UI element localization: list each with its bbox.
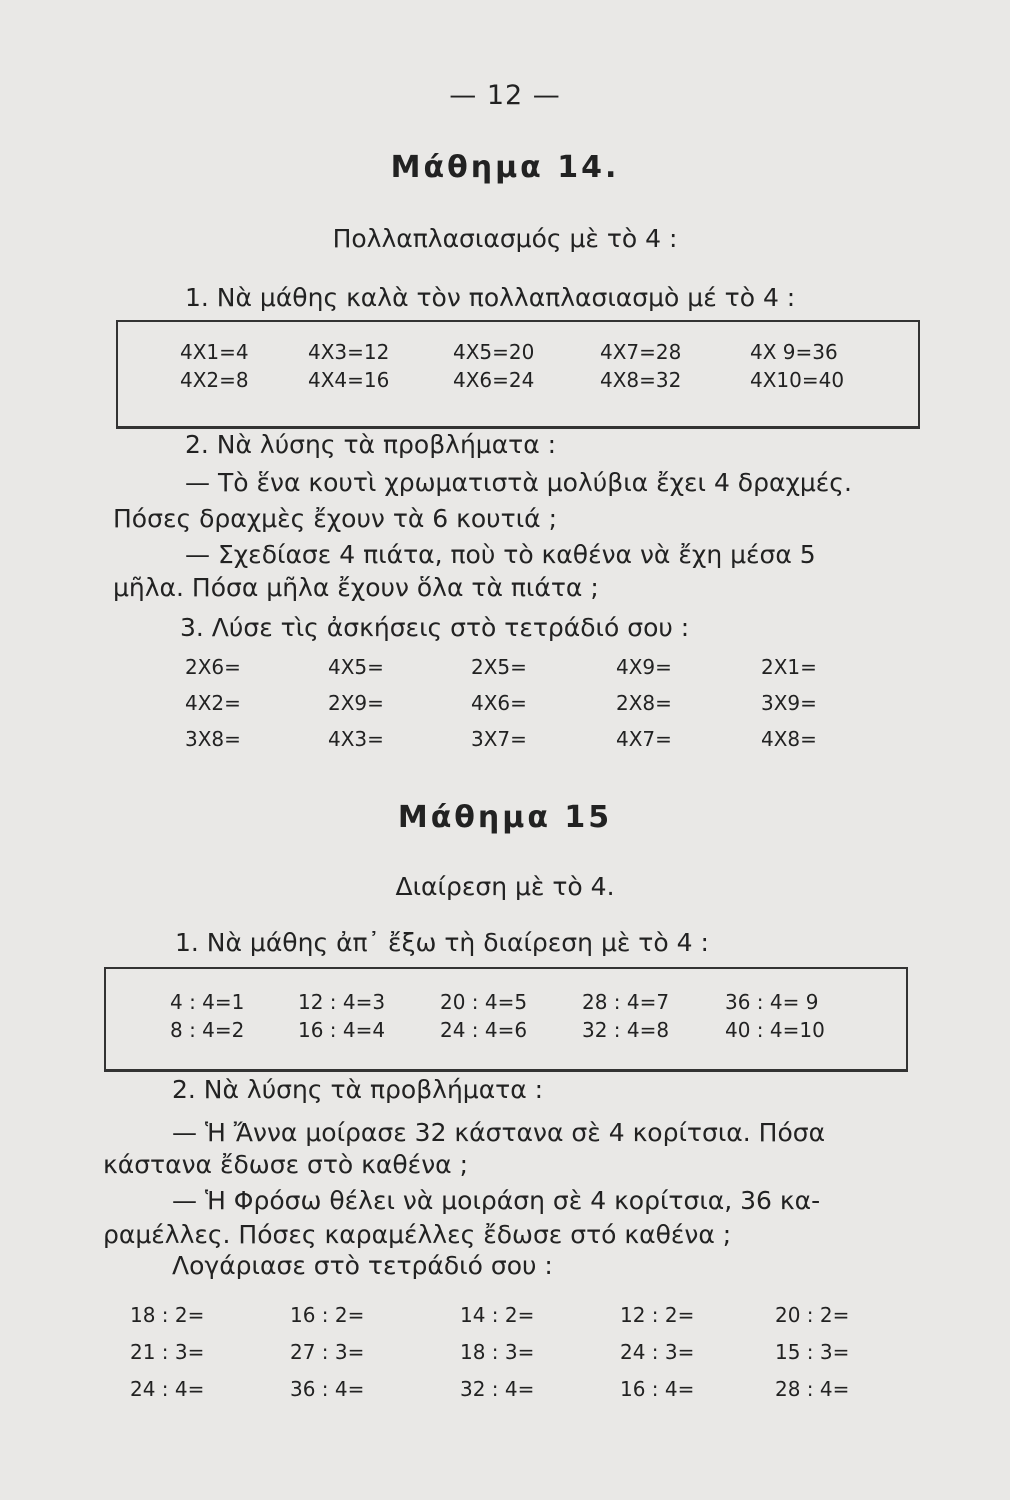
lesson-14-exercises xyxy=(185,655,871,751)
exercise: 24 : 4= xyxy=(130,1377,205,1401)
lesson-15-problem-2a: — Ἡ Φρόσω θέλει νὰ μοιράση σὲ 4 κορίτσια, 36 κα- xyxy=(172,1186,821,1215)
table-cell: 4X5=20 xyxy=(453,340,535,364)
lesson-15-subtitle: Διαίρεση μὲ τὸ 4. xyxy=(395,872,615,901)
exercise: 21 : 3= xyxy=(130,1340,205,1364)
table-cell: 4X3=12 xyxy=(308,340,390,364)
exercise: 4X3= xyxy=(328,727,384,751)
table-cell: 4X6=24 xyxy=(453,368,535,392)
exercise: 18 : 3= xyxy=(460,1340,535,1364)
exercise: 4X8= xyxy=(761,727,817,751)
lesson-15-problem-2b: ραμέλλες. Πόσες καραμέλλες ἔδωσε στό καθένα ; xyxy=(103,1220,732,1249)
exercise: 14 : 2= xyxy=(460,1303,535,1327)
table-cell: 4X7=28 xyxy=(600,340,682,364)
table-cell: 12 : 4=3 xyxy=(298,990,386,1014)
table-cell: 4X4=16 xyxy=(308,368,390,392)
lesson-14-item-1: 1. Νὰ μάθης καλὰ τὸν πολλαπλασιασμὸ μέ τὸ 4 : xyxy=(185,283,796,312)
exercise: 2X5= xyxy=(471,655,527,679)
table-cell: 32 : 4=8 xyxy=(582,1018,670,1042)
exercise: 24 : 3= xyxy=(620,1340,695,1364)
table-cell: 40 : 4=10 xyxy=(725,1018,825,1042)
exercise: 12 : 2= xyxy=(620,1303,695,1327)
table-cell: 4X10=40 xyxy=(750,368,845,392)
table-cell: 4X1=4 xyxy=(180,340,249,364)
table-cell: 8 : 4=2 xyxy=(170,1018,245,1042)
multiplication-table xyxy=(180,340,880,392)
exercise: 2X6= xyxy=(185,655,241,679)
lesson-14-problem-2b: μῆλα. Πόσα μῆλα ἔχουν ὅλα τὰ πιάτα ; xyxy=(113,573,599,602)
exercise: 2X1= xyxy=(761,655,817,679)
table-cell: 28 : 4=7 xyxy=(582,990,670,1014)
lesson-14-item-3: 3. Λύσε τὶς ἀσκήσεις στὸ τετράδιό σου : xyxy=(180,613,690,642)
table-cell: 16 : 4=4 xyxy=(298,1018,386,1042)
exercise: 28 : 4= xyxy=(775,1377,850,1401)
lesson-15-title: Μάθημα 15 xyxy=(397,800,613,835)
exercise: 3X9= xyxy=(761,691,817,715)
lesson-14-problem-2a: — Σχεδίασε 4 πιάτα, ποὺ τὸ καθένα νὰ ἔχη μέσα 5 xyxy=(185,540,816,569)
exercise: 4X2= xyxy=(185,691,241,715)
table-cell: 4X8=32 xyxy=(600,368,682,392)
exercise: 16 : 2= xyxy=(290,1303,365,1327)
lesson-14-title: Μάθημα 14. xyxy=(390,150,620,185)
exercise: 27 : 3= xyxy=(290,1340,365,1364)
table-cell: 24 : 4=6 xyxy=(440,1018,528,1042)
exercise: 32 : 4= xyxy=(460,1377,535,1401)
exercise: 36 : 4= xyxy=(290,1377,365,1401)
page-number: — 12 — xyxy=(449,80,561,111)
table-cell: 36 : 4= 9 xyxy=(725,990,819,1014)
table-cell: 4 : 4=1 xyxy=(170,990,245,1014)
lesson-15-exercises xyxy=(130,1303,885,1401)
exercise: 4X6= xyxy=(471,691,527,715)
lesson-15-problem-1a: — Ἡ Ἄννα μοίρασε 32 κάστανα σὲ 4 κορίτσια. Πόσα xyxy=(172,1118,826,1147)
exercise: 4X5= xyxy=(328,655,384,679)
lesson-14-problem-1b: Πόσες δραχμὲς ἔχουν τὰ 6 κουτιά ; xyxy=(113,504,558,533)
table-cell: 4X2=8 xyxy=(180,368,249,392)
exercise: 4X7= xyxy=(616,727,672,751)
lesson-15-problem-1b: κάστανα ἔδωσε στὸ καθένα ; xyxy=(103,1150,469,1179)
exercise: 16 : 4= xyxy=(620,1377,695,1401)
exercise: 3X8= xyxy=(185,727,241,751)
lesson-15-item-3: Λογάριασε στὸ τετράδιό σου : xyxy=(172,1251,553,1280)
table-cell: 20 : 4=5 xyxy=(440,990,528,1014)
exercise: 20 : 2= xyxy=(775,1303,850,1327)
lesson-15-item-1: 1. Νὰ μάθης ἀπ᾽ ἔξω τὴ διαίρεση μὲ τὸ 4 : xyxy=(175,928,709,957)
exercise: 4X9= xyxy=(616,655,672,679)
exercise: 18 : 2= xyxy=(130,1303,205,1327)
exercise: 2X8= xyxy=(616,691,672,715)
lesson-15-item-2: 2. Νὰ λύσης τὰ προβλήματα : xyxy=(172,1075,544,1104)
lesson-14-item-2: 2. Νὰ λύσης τὰ προβλήματα : xyxy=(185,430,557,459)
lesson-14-subtitle: Πολλαπλασιασμός μὲ τὸ 4 : xyxy=(332,224,678,253)
table-cell: 4X 9=36 xyxy=(750,340,838,364)
exercise: 2X9= xyxy=(328,691,384,715)
lesson-14-problem-1a: — Τὸ ἕνα κουτὶ χρωματιστὰ μολύβια ἔχει 4 δραχμές. xyxy=(185,468,852,497)
division-table xyxy=(170,990,855,1042)
exercise: 3X7= xyxy=(471,727,527,751)
exercise: 15 : 3= xyxy=(775,1340,850,1364)
